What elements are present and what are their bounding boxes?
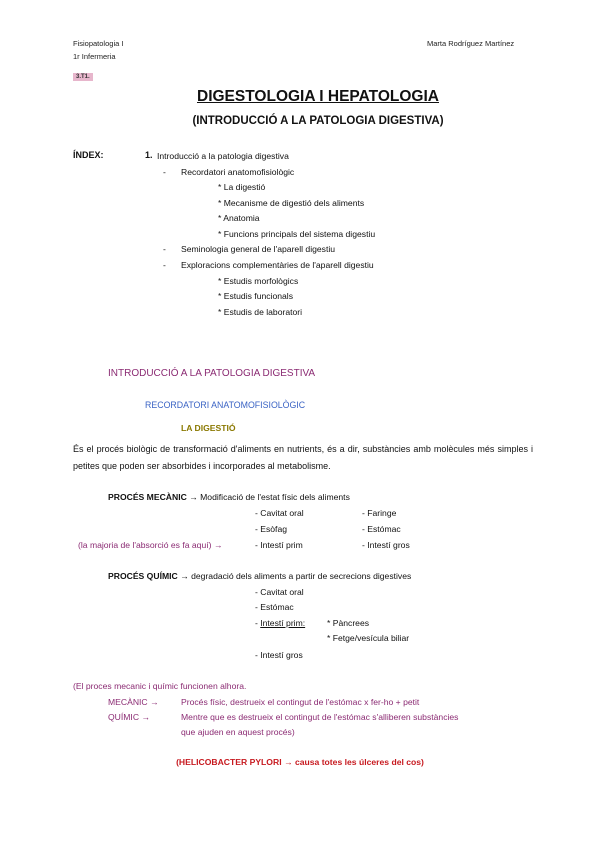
note-mecanic-text: Procés físic, destrueix el contingut de l'estómac x fer-ho + petit xyxy=(181,697,420,707)
mecanic-organ: - Esòfag xyxy=(255,524,288,534)
index-dash: - xyxy=(163,244,166,254)
quimic-organ: - Cavitat oral xyxy=(255,587,304,597)
index-subitem: * Estudis morfològics xyxy=(218,276,299,286)
note-intro: (El proces mecanic i químic funcionen alhora. xyxy=(73,681,247,691)
note-mecanic-label: MECÀNIC → xyxy=(108,697,159,707)
section-subsubheading: LA DIGESTIÓ xyxy=(181,423,236,433)
mecanic-organ: - Cavitat oral xyxy=(255,508,304,518)
mecanic-label: PROCÉS MECÀNIC → xyxy=(108,492,198,502)
absorption-note: (la majoria de l'absorció es fa aquí) → xyxy=(78,540,223,550)
quimic-line xyxy=(108,571,411,581)
index-subitem: * Funcions principals del sistema digestiu xyxy=(218,229,376,239)
quimic-organ: - Intestí gros xyxy=(255,650,303,660)
author-name: Marta Rodríguez Martínez xyxy=(427,39,515,48)
mecanic-organ: - Intestí gros xyxy=(362,540,410,550)
quimic-prim-label: Intestí prim: xyxy=(260,618,306,628)
note-quimic-text-cont: que ajuden en aquest procés) xyxy=(181,727,295,737)
topic-tag: 3.T1. xyxy=(73,73,93,81)
helicobacter-note: (HELICOBACTER PYLORI → causa totes les úlceres del cos) xyxy=(176,757,424,767)
index-dash: - xyxy=(163,260,166,270)
page-title: DIGESTOLOGIA I HEPATOLOGIA xyxy=(197,88,439,105)
index-dash: - xyxy=(163,167,166,177)
quimic-prim-dash: - xyxy=(255,618,261,628)
course-name: Fisiopatologia I xyxy=(73,39,124,48)
mecanic-line xyxy=(108,492,350,502)
definition-paragraph: És el procés biològic de transformació d'aliments en nutrients, és a dir, substàncies amb molècules més simples i petites que poden ser absorbides i incorporades al metabolisme. xyxy=(73,444,533,471)
index-item-number: 1. xyxy=(145,150,153,160)
index-subitem: * Estudis funcionals xyxy=(218,291,293,301)
quimic-prim-sub: * Pàncrees xyxy=(327,618,370,628)
index-group-label: Seminologia general de l'aparell digestiu xyxy=(181,244,336,254)
index-subitem: * Estudis de laboratori xyxy=(218,307,303,317)
quimic-organ-prim xyxy=(255,618,305,628)
mecanic-organ: - Estómac xyxy=(362,524,401,534)
index-item-title: Introducció a la patologia digestiva xyxy=(157,151,289,161)
section-heading: INTRODUCCIÓ A LA PATOLOGIA DIGESTIVA xyxy=(108,368,316,379)
index-label: ÍNDEX: xyxy=(73,150,104,160)
quimic-description: degradació dels aliments a partir de secrecions digestives xyxy=(188,571,412,581)
index-group-label: Exploracions complementàries de l'aparell digestiu xyxy=(181,260,374,270)
section-subheading: RECORDATORI ANATOMOFISIOLÒGIC xyxy=(145,400,306,410)
mecanic-organ: - Intestí prim xyxy=(255,540,303,550)
quimic-label: PROCÉS QUÍMIC → xyxy=(108,571,189,581)
mecanic-organ: - Faringe xyxy=(362,508,397,518)
index-subitem: * La digestió xyxy=(218,182,266,192)
note-quimic-label: QUÍMIC → xyxy=(108,712,151,722)
quimic-prim-sub: * Fetge/vesícula biliar xyxy=(327,633,410,643)
page-subtitle: (INTRODUCCIÓ A LA PATOLOGIA DIGESTIVA) xyxy=(192,115,444,127)
index-group-label: Recordatori anatomofisiològic xyxy=(181,167,295,177)
quimic-organ: - Estómac xyxy=(255,602,294,612)
mecanic-description: Modificació de l'estat físic dels aliments xyxy=(197,492,350,502)
index-subitem: * Anatomia xyxy=(218,213,260,223)
course-year: 1r Infermeria xyxy=(73,52,116,61)
note-quimic-text: Mentre que es destrueix el contingut de l'estómac s'alliberen substàncies xyxy=(181,712,459,722)
index-subitem: * Mecanisme de digestió dels aliments xyxy=(218,198,365,208)
